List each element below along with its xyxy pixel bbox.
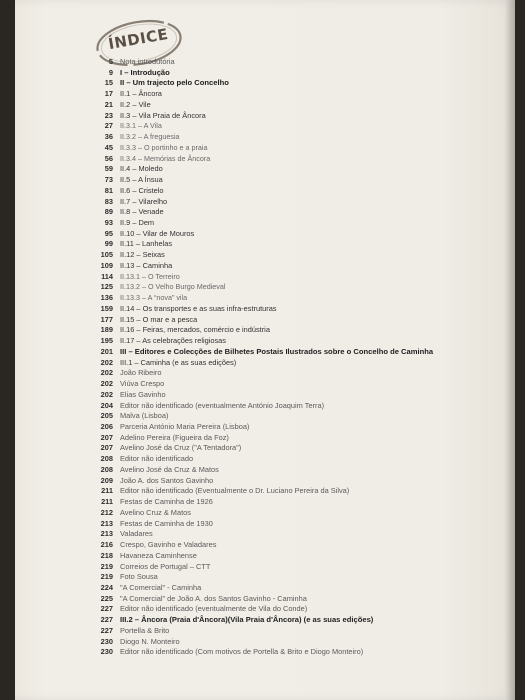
toc-page-number: 15: [104, 78, 113, 88]
toc-entry-title: II.16 – Feiras, mercados, comércio e indústria: [120, 325, 270, 335]
toc-page-number: 83: [104, 196, 113, 206]
toc-page-number: 219: [100, 572, 113, 582]
toc-entry: [85, 379, 505, 390]
toc-entry-title: II.15 – O mar e a pesca: [120, 314, 198, 324]
toc-entry: [85, 186, 505, 197]
toc-entry: [85, 358, 505, 369]
toc-entry: [85, 100, 505, 111]
toc-entry-title: Avelino José da Cruz & Matos: [120, 464, 219, 474]
toc-page-number: 195: [100, 336, 113, 346]
toc-entry-title: "A Comercial" de João A. dos Santos Gavinho - Caminha: [120, 593, 307, 603]
toc-entry-title: "A Comercial" - Caminha: [120, 582, 202, 592]
toc-page-number: 202: [100, 368, 113, 378]
toc-entry: [85, 390, 505, 401]
toc-entry: [85, 68, 505, 79]
toc-page-number: 189: [100, 325, 113, 335]
toc-entry: [85, 368, 505, 379]
toc-page-number: 95: [104, 228, 113, 238]
toc-entry: [85, 336, 505, 347]
toc-page-number: 227: [100, 604, 113, 614]
toc-entry: [85, 572, 505, 583]
book-page: [15, 0, 515, 700]
toc-entry: [85, 57, 505, 68]
toc-entry: [85, 154, 505, 165]
toc-entry-title: Avelino Cruz & Matos: [120, 507, 191, 517]
toc-entry: [85, 615, 505, 626]
toc-entry: [85, 132, 505, 143]
toc-entry: [85, 315, 505, 326]
toc-page-number: 209: [100, 475, 113, 485]
table-of-contents: [85, 57, 505, 658]
toc-entry-title: Festas de Caminha de 1930: [120, 518, 213, 528]
toc-entry-title: Adelino Pereira (Figueira da Foz): [120, 432, 229, 442]
toc-page-number: 201: [100, 346, 113, 356]
toc-entry-title: Diogo N. Monteiro: [120, 636, 180, 646]
toc-page-number: 207: [100, 443, 113, 453]
toc-entry: [85, 411, 505, 422]
toc-entry: [85, 401, 505, 412]
toc-entry-title: Valadares: [120, 529, 153, 539]
toc-entry-title: II.2 – Vile: [120, 99, 151, 109]
toc-entry-title: II.3.1 – A Vila: [120, 121, 162, 131]
toc-entry-title: II.13.1 – O Terreiro: [120, 271, 180, 281]
toc-entry: [85, 143, 505, 154]
toc-entry: [85, 497, 505, 508]
toc-entry-title: II.6 – Cristelo: [120, 185, 164, 195]
toc-entry-title: Editor não identificado (Eventualmente o Dr. Luciano Pereira da Silva): [120, 486, 350, 496]
toc-entry-title: II.14 – Os transportes e as suas infra-estruturas: [120, 303, 277, 313]
toc-entry: [85, 229, 505, 240]
toc-page-number: 17: [104, 89, 113, 99]
toc-page-number: 216: [100, 540, 113, 550]
toc-page-number: 105: [100, 250, 113, 260]
toc-page-number: 227: [100, 625, 113, 635]
toc-entry-title: II.11 – Lanhelas: [120, 239, 173, 249]
toc-page-number: 114: [101, 271, 113, 281]
toc-page-number: 59: [104, 164, 113, 174]
toc-entry-title: II.7 – Vilarelho: [120, 196, 168, 206]
toc-entry-title: II.13.3 – A “nova” vila: [120, 293, 188, 303]
toc-entry-title: Portella & Brito: [120, 625, 170, 635]
toc-entry-title: Foto Sousa: [120, 572, 158, 582]
toc-entry: [85, 325, 505, 336]
stamp-label: ÍNDICE: [106, 24, 170, 54]
toc-entry-title: I – Introdução: [120, 67, 170, 77]
toc-entry: [85, 637, 505, 648]
toc-entry-title: II.3 – Vila Praia de Âncora: [120, 110, 206, 120]
toc-entry: [85, 282, 505, 293]
toc-page-number: 36: [104, 132, 113, 142]
toc-entry: [85, 78, 505, 89]
toc-page-number: 206: [100, 421, 113, 431]
toc-entry-title: III.2 – Âncora (Praia d'Âncora)(Vila Praia d'Âncora) (e as suas edições): [120, 615, 374, 625]
toc-entry: [85, 197, 505, 208]
toc-entry: [85, 111, 505, 122]
toc-entry-title: Nota introdutória: [120, 57, 175, 66]
toc-entry: [85, 604, 505, 615]
toc-page-number: 5: [108, 57, 113, 66]
toc-entry-title: II.13.2 – O Velho Burgo Medieval: [120, 282, 226, 292]
toc-entry: [85, 551, 505, 562]
toc-entry: [85, 272, 505, 283]
toc-page-number: 27: [104, 121, 113, 131]
toc-entry-title: III – Editores e Colecções de Bilhetes Postais Ilustrados sobre o Concelho de Caminha: [120, 346, 434, 356]
toc-entry-title: Editor não identificado (eventualmente António Joaquim Terra): [120, 400, 325, 410]
toc-entry-title: Editor não identificado: [120, 454, 194, 464]
toc-entry-title: Parceria António Maria Pereira (Lisboa): [120, 421, 250, 431]
toc-entry-title: Malva (Lisboa): [120, 411, 169, 421]
toc-page-number: 208: [100, 464, 113, 474]
toc-page-number: 211: [101, 486, 113, 496]
toc-entry: [85, 465, 505, 476]
toc-entry: [85, 207, 505, 218]
toc-entry-title: Editor não identificado (eventualmente de Vila do Conde): [120, 604, 308, 614]
toc-entry: [85, 293, 505, 304]
toc-page-number: 93: [104, 218, 113, 228]
toc-page-number: 213: [100, 518, 113, 528]
toc-entry: [85, 164, 505, 175]
toc-entry: [85, 89, 505, 100]
toc-page-number: 202: [100, 389, 113, 399]
toc-entry-title: II.1 – Âncora: [120, 89, 162, 99]
toc-page-number: 45: [104, 142, 113, 152]
toc-page-number: 224: [100, 582, 113, 592]
toc-entry-title: Crespo, Gavinho e Valadares: [120, 540, 217, 550]
toc-entry: [85, 218, 505, 229]
toc-entry: [85, 250, 505, 261]
toc-page-number: 202: [100, 379, 113, 389]
toc-entry: [85, 239, 505, 250]
toc-entry-title: Elias Gavinho: [120, 389, 166, 399]
toc-entry-title: II.3.4 – Memórias de Âncora: [120, 153, 211, 163]
toc-page-number: 208: [100, 454, 113, 464]
toc-entry: [85, 121, 505, 132]
toc-entry-title: Viúva Crespo: [120, 379, 165, 389]
toc-entry: [85, 519, 505, 530]
toc-page-number: 109: [100, 260, 113, 270]
toc-entry-title: II.12 – Seixas: [120, 250, 165, 260]
toc-entry-title: II.8 – Venade: [120, 207, 164, 217]
toc-page-number: 202: [100, 357, 113, 367]
toc-entry-title: II.17 – As celebrações religiosas: [120, 336, 226, 346]
toc-entry: [85, 443, 505, 454]
toc-entry-title: Editor não identificado (Com motivos de Portella & Brito e Diogo Monteiro): [120, 647, 364, 657]
toc-entry: [85, 529, 505, 540]
toc-entry-title: João Ribeiro: [120, 368, 162, 378]
toc-entry: [85, 626, 505, 637]
toc-entry-title: Correios de Portugal – CTT: [120, 561, 211, 571]
toc-page-number: 211: [101, 497, 113, 507]
toc-entry: [85, 347, 505, 358]
toc-page-number: 212: [100, 507, 113, 517]
toc-page-number: 81: [104, 185, 113, 195]
toc-entry-title: II.3.2 – A freguesia: [120, 132, 180, 142]
toc-page-number: 213: [100, 529, 113, 539]
toc-page-number: 21: [104, 99, 113, 109]
toc-entry-title: II.13 – Caminha: [120, 260, 173, 270]
toc-page-number: 219: [100, 561, 113, 571]
toc-entry: [85, 454, 505, 465]
toc-page-number: 9: [108, 67, 113, 77]
toc-page-number: 89: [104, 207, 113, 217]
toc-page-number: 230: [100, 636, 113, 646]
toc-entry: [85, 594, 505, 605]
toc-entry: [85, 433, 505, 444]
toc-page-number: 56: [104, 153, 113, 163]
toc-entry: [85, 175, 505, 186]
page-gutter-shadow: [505, 0, 515, 700]
toc-entry: [85, 261, 505, 272]
toc-entry: [85, 583, 505, 594]
toc-page-number: 218: [100, 550, 113, 560]
toc-page-number: 205: [100, 411, 113, 421]
toc-page-number: 125: [100, 282, 113, 292]
toc-entry-title: João A. dos Santos Gavinho: [120, 475, 214, 485]
toc-page-number: 136: [100, 293, 113, 303]
toc-entry-title: III.1 – Caminha (e as suas edições): [120, 357, 237, 367]
toc-page-number: 23: [104, 110, 113, 120]
toc-entry: [85, 562, 505, 573]
toc-page-number: 99: [104, 239, 113, 249]
toc-entry-title: II – Um trajecto pelo Concelho: [120, 78, 229, 88]
toc-entry-title: II.10 – Vilar de Mouros: [120, 228, 195, 238]
toc-page-number: 204: [100, 400, 113, 410]
toc-entry-title: Havaneza Caminhense: [120, 550, 197, 560]
toc-page-number: 230: [100, 647, 113, 657]
toc-page-number: 73: [104, 175, 113, 185]
toc-entry: [85, 647, 505, 658]
toc-page-number: 227: [100, 615, 113, 625]
toc-page-number: 207: [100, 432, 113, 442]
toc-entry-title: II.3.3 – O portinho e a praia: [120, 142, 208, 152]
toc-entry-title: Festas de Caminha de 1926: [120, 497, 213, 507]
toc-entry: [85, 508, 505, 519]
toc-entry: [85, 422, 505, 433]
toc-entry-title: Avelino José da Cruz ("A Tentadora"): [120, 443, 242, 453]
toc-page-number: 225: [100, 593, 113, 603]
toc-entry-title: II.9 – Dem: [120, 218, 155, 228]
toc-entry: [85, 304, 505, 315]
toc-page-number: 159: [100, 303, 113, 313]
toc-entry-title: II.5 – A Ínsua: [120, 175, 163, 185]
toc-entry: [85, 486, 505, 497]
toc-entry: [85, 476, 505, 487]
toc-page-number: 177: [100, 314, 113, 324]
toc-entry: [85, 540, 505, 551]
toc-entry-title: II.4 – Moledo: [120, 164, 163, 174]
